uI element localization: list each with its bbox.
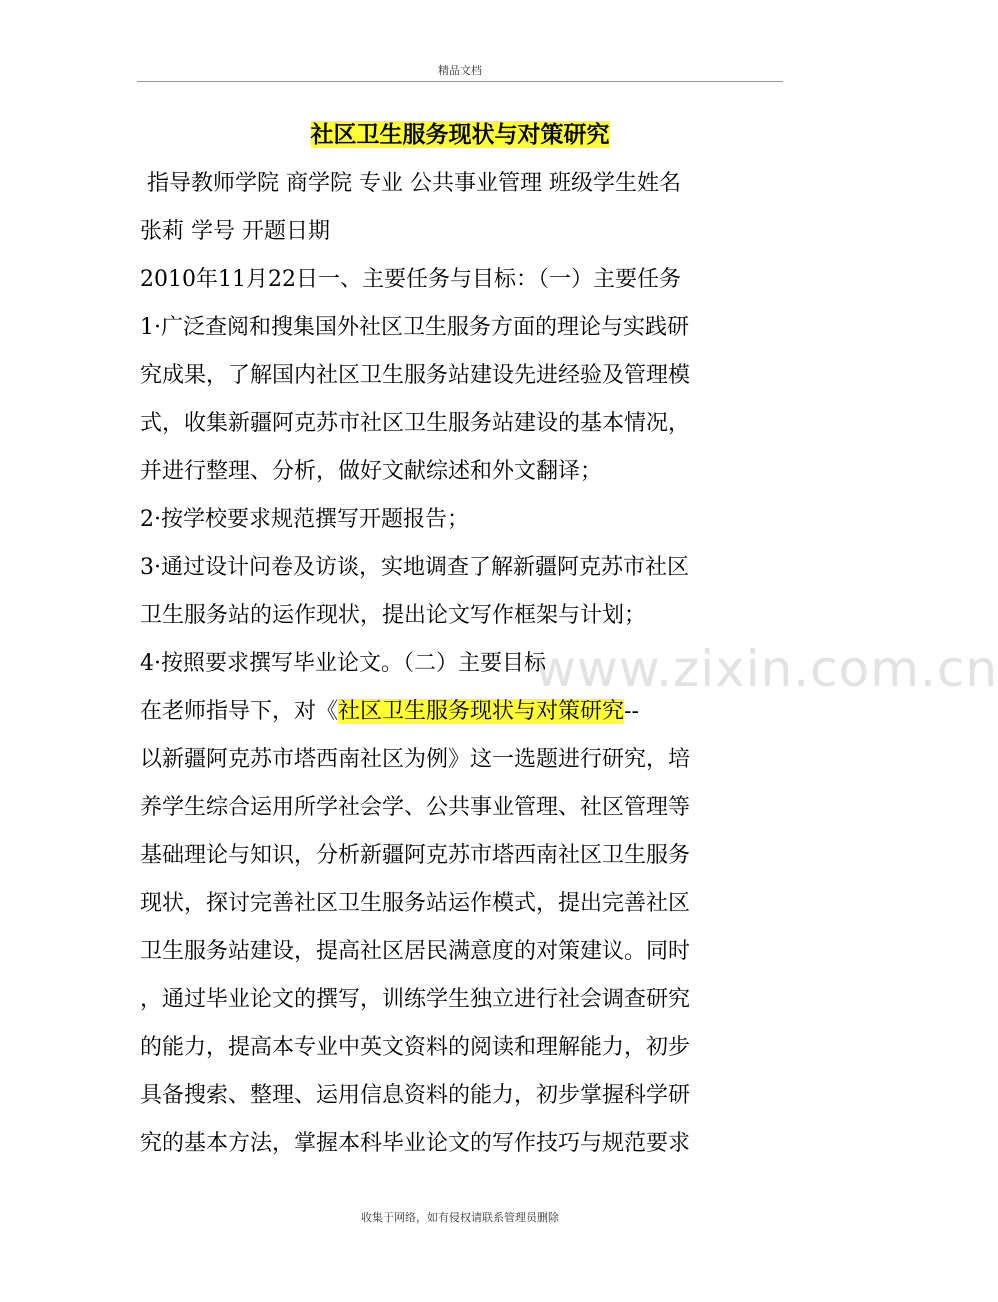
- header-divider: [137, 81, 783, 82]
- body-line: ，通过毕业论文的撰写，训练学生独立进行社会调查研究: [140, 987, 691, 1012]
- body-line: 并进行整理、分析，做好文献综述和外文翻译；: [140, 459, 603, 484]
- body-line: 究的基本方法，掌握本科毕业论文的写作技巧与规范要求: [140, 1131, 691, 1156]
- document-title: [137, 116, 783, 154]
- body-line: 养学生综合运用所学社会学、公共事业管理、社区管理等: [140, 795, 691, 820]
- page-header: 精品文档: [438, 64, 482, 77]
- body-line: 具备搜索、整理、运用信息资料的能力，初步掌握科学研: [140, 1083, 691, 1108]
- body-line: 张莉 学号 开题日期: [140, 219, 330, 244]
- body-line: 指导教师学院 商学院 专业 公共事业管理 班级学生姓名: [140, 171, 681, 196]
- body-line: 1·广泛查阅和搜集国外社区卫生服务方面的理论与实践研: [140, 315, 689, 340]
- body-line: 2·按学校要求规范撰写开题报告；: [140, 507, 469, 532]
- highlighted-title-reference: 社区卫生服务现状与对策研究: [338, 699, 625, 724]
- body-line: 3·通过设计问卷及访谈，实地调查了解新疆阿克苏市社区: [140, 555, 689, 580]
- body-line: 以新疆阿克苏市塔西南社区为例》这一选题进行研究，培: [140, 747, 691, 772]
- body-line: 究成果，了解国内社区卫生服务站建设先进经验及管理模: [140, 363, 691, 388]
- body-line: 现状，探讨完善社区卫生服务站运作模式，提出完善社区: [140, 891, 691, 916]
- body-line: 卫生服务站的运作现状，提出论文写作框架与计划；: [140, 603, 647, 628]
- title-highlight: 社区卫生服务现状与对策研究: [310, 121, 610, 148]
- page-footer: 收集于网络，如有侵权请联系管理员删除: [361, 1211, 559, 1224]
- body-line: 4·按照要求撰写毕业论文。（二）主要目标: [140, 651, 546, 676]
- body-line: 式，收集新疆阿克苏市社区卫生服务站建设的基本情况，: [140, 411, 691, 436]
- body-line: 2010年11月22日一、主要任务与目标：（一）主要任务: [140, 267, 681, 292]
- watermark: www.zixin.com.cn: [535, 640, 998, 698]
- text-after-highlight: --: [624, 699, 639, 724]
- body-line: 的能力，提高本专业中英文资料的阅读和理解能力，初步: [140, 1035, 691, 1060]
- body-line-with-highlight: [140, 688, 780, 736]
- text-before-highlight: 在老师指导下，对《: [140, 699, 339, 724]
- body-line: 卫生服务站建设，提高社区居民满意度的对策建议。同时: [140, 939, 691, 964]
- body-line: 基础理论与知识，分析新疆阿克苏市塔西南社区卫生服务: [140, 843, 691, 868]
- document-body: [140, 160, 780, 1168]
